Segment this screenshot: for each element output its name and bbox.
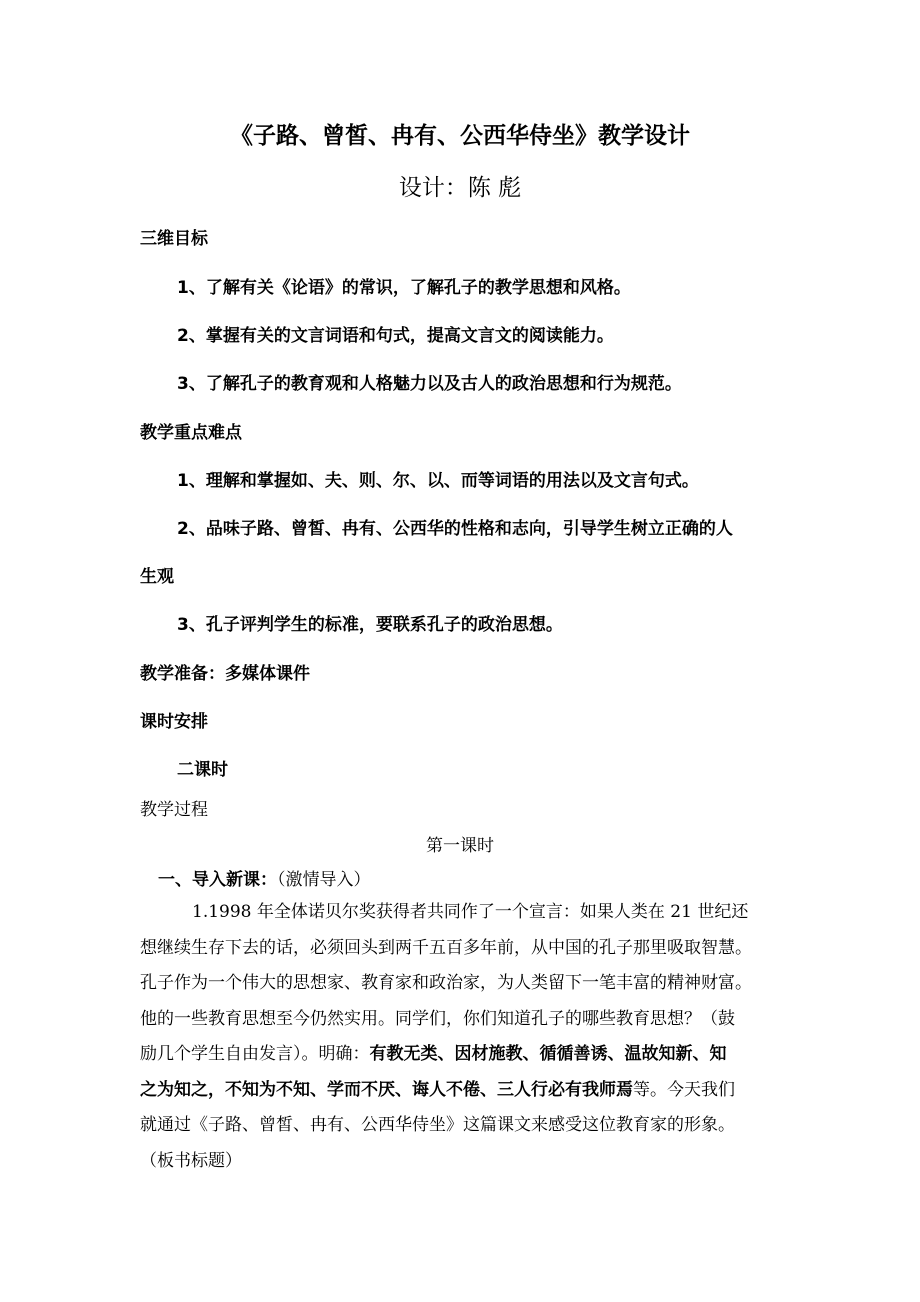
keypoint-item: 3、孔子评判学生的标准，要联系孔子的政治思想。 — [177, 615, 563, 635]
goals-heading: 三维目标 — [140, 229, 208, 249]
intro-paragraph — [140, 895, 800, 1179]
paragraph-line: 想继续生存下去的话，必须回头到两千五百多年前，从中国的孔子那里吸取智慧。 — [140, 937, 752, 958]
paragraph-text: 励几个学生自由发言）。明确： — [140, 1044, 370, 1064]
paragraph-line — [140, 1037, 800, 1073]
paragraph-line: 1.1998 年全体诺贝尔奖获得者共同作了一个宣言：如果人类在 21 世纪还 — [192, 902, 749, 922]
section-title: 导入新课： — [192, 870, 277, 890]
paragraph-line: 孔子作为一个伟大的思想家、教育家和政治家，为人类留下一笔丰富的精神财富。 — [140, 973, 752, 993]
document-title: 《子路、曾皙、冉有、公西华侍坐》教学设计 — [230, 123, 690, 149]
keypoint-item: 1、理解和掌握如、夫、则、尔、以、而等词语的用法以及文言句式。 — [177, 471, 699, 491]
keypoint-item: 2、品味子路、曾皙、冉有、公西华的性格和志向，引导学生树立正确的人 — [177, 519, 733, 539]
section-heading — [158, 865, 371, 890]
designer-line: 设计：陈 彪 — [398, 175, 522, 201]
schedule-heading: 课时安排 — [140, 712, 208, 732]
prep-line: 教学准备：多媒体课件 — [140, 664, 310, 684]
paragraph-line: 就通过《子路、曾皙、冉有、公西华侍坐》这篇课文来感受这位教育家的形象。 — [140, 1115, 735, 1135]
keypoint-item-continued: 生观 — [140, 567, 174, 587]
key-principles-text: 之为知之，不知为不知、学而不厌、诲人不倦、三人行必有我师焉 — [140, 1079, 633, 1100]
paragraph-line — [140, 1073, 800, 1109]
paragraph-text: 等。今天我们 — [633, 1079, 735, 1100]
process-heading: 教学过程 — [140, 800, 208, 820]
keypoints-heading: 教学重点难点 — [140, 423, 242, 443]
schedule-value: 二课时 — [177, 760, 228, 780]
goal-item: 1、了解有关《论语》的常识，了解孔子的教学思想和风格。 — [177, 278, 631, 298]
paragraph-line: 他的一些教育思想至今仍然实用。同学们，你们知道孔子的哪些教育思想？（鼓 — [140, 1008, 735, 1029]
goal-item: 3、了解孔子的教育观和人格魅力以及古人的政治思想和行为规范。 — [177, 374, 682, 394]
section-number: 一、 — [158, 870, 192, 890]
paragraph-line: （板书标题） — [140, 1150, 242, 1171]
goal-item: 2、掌握有关的文言词语和句式，提高文言文的阅读能力。 — [177, 326, 614, 346]
key-principles-text: 有教无类、因材施教、循循善诱、温故知新、知 — [369, 1044, 727, 1064]
section-note: （激情导入） — [277, 870, 371, 890]
lesson-label: 第一课时 — [426, 836, 494, 856]
